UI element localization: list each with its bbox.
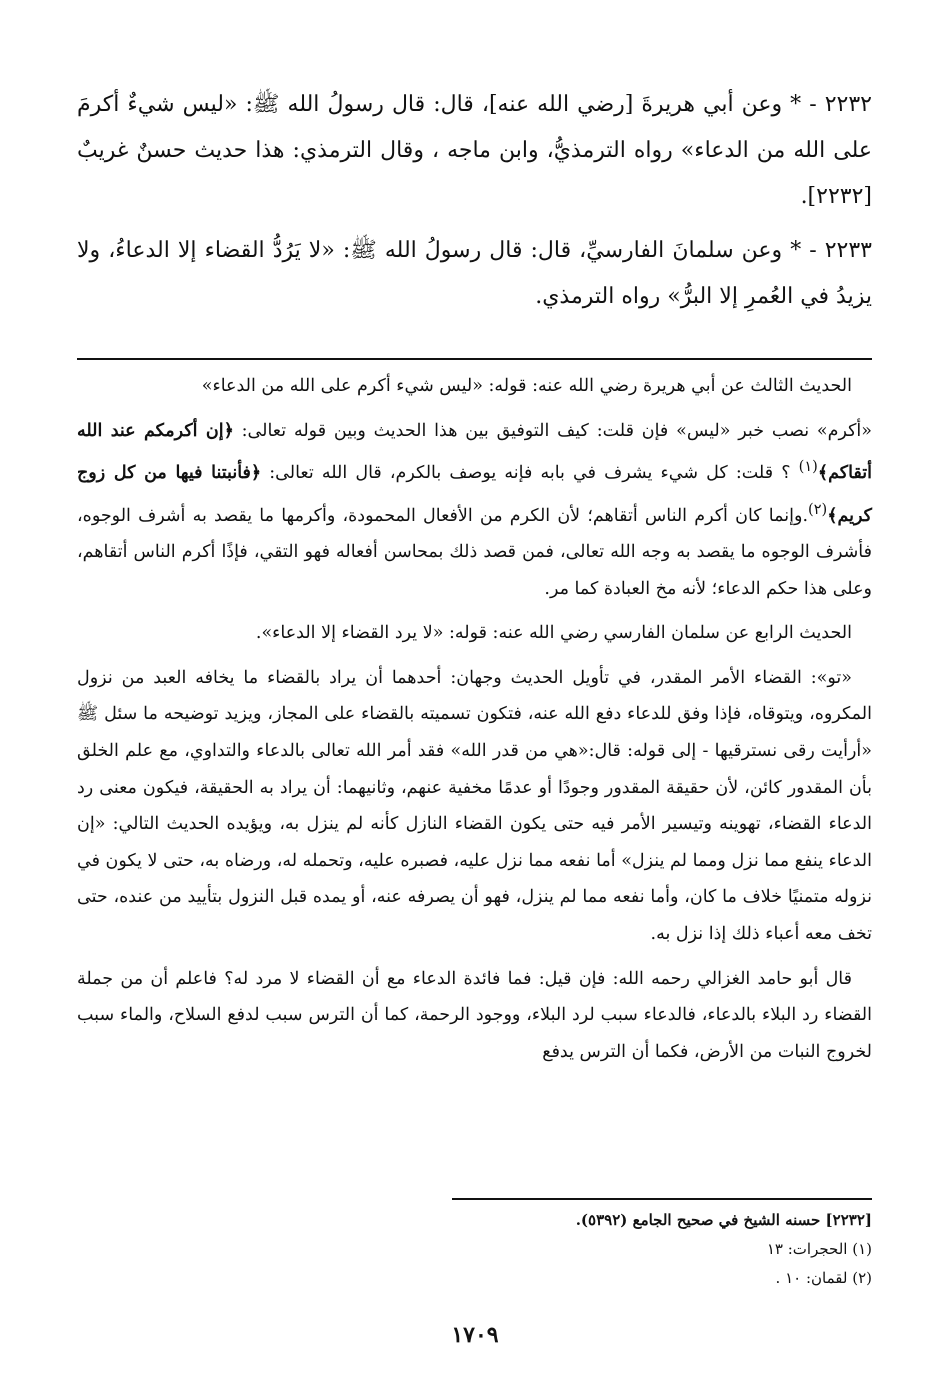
section-divider [77, 358, 872, 360]
commentary-paragraph [77, 413, 872, 608]
hadith-2233 [77, 228, 872, 320]
commentary-text: «أكرم» نصب خبر «ليس» فإن قلت: كيف التوفيق بين هذا الحديث وبين قوله تعالى: [233, 420, 872, 441]
commentary-paragraph: «تو»: القضاء الأمر المقدر، في تأويل الحديث وجهان: أحدهما أن يراد بالقضاء ما يخافه العبد من نزول المكروه، ويتوقاه، فإذا وفق للدعاء دفع الله عنه، فتكون تسميته بالقضاء على المجاز، ويزيد توضيحه ما سئل ﷺ «أرأيت رقى نسترقيها - إلى قوله: قال:«هي من قدر الله» فقد أمر الله تعالى بالدعاء والتداوي، مع علم الخلق بأن المقدور كائن، لأن حقيقة المقدور وجودًا أو عدمًا مخفية عنهم، وثانيهما: أن يراد به الحقيقة، فيكون معنى رد الدعاء القضاء، تهوينه وتيسير الأمر فيه حتى يكون القضاء النازل كأنه لم ينزل به، ويؤيده الحديث التالي: «إن الدعاء ينفع مما نزل ومما لم ينزل» أما نفعه مما نزل عليه، فصبره عليه، وتحمله له، ورضاه به، حتى لا يكون في نزوله متمنيًا خلاف ما كان، وأما نفعه مما لم ينزل، فهو أن يصرفه عنه، أو يمده قبل النزول بتأييد من عنده، حتى تخف معه أعباء ذلك إذا نزل به. [77, 667, 872, 944]
commentary-paragraph: قال أبو حامد الغزالي رحمه الله: فإن قيل: فما فائدة الدعاء مع أن القضاء لا مرد له؟ فاعلم أن من جملة القضاء رد البلاء بالدعاء، فالدعاء سبب لرد البلاء، ووجود الرحمة، كما أن الترس سبب لدفع السلاح، والماء سبب لخروج النبات من الأرض، فكما أن الترس يدفع [77, 968, 872, 1062]
footnote-1: (١) الحجرات: ١٣ [766, 1240, 872, 1258]
footnote-ref: (١) [798, 458, 818, 476]
footnote-divider [452, 1198, 872, 1200]
hadith-text: ٢٢٣٣ - * وعن سلمانَ الفارسيِّ، قال: قال رسولُ الله ﷺ: «لا يَرُدُّ القضاء إلا الدعاءُ، ولا يزيدُ في العُمرِ إلا البرُّ» رواه الترمذي. [77, 238, 872, 309]
commentary-paragraph: الحديث الرابع عن سلمان الفارسي رضي الله عنه: قوله: «لا يرد القضاء إلا الدعاء». [255, 623, 852, 644]
commentary [77, 368, 872, 1078]
footnote-takhrij: [٢٢٣٢] حسنه الشيخ في صحيح الجامع (٥٣٩٢). [575, 1211, 872, 1229]
hadith-2232 [77, 82, 872, 220]
quran-verse: ﴿فأنبتنا فيها من كل زوج كريم﴾ [77, 463, 872, 526]
footnote-2: (٢) لقمان: ١٠ . [775, 1269, 872, 1287]
footnote-ref: (٢) [808, 500, 828, 518]
footnotes [77, 1206, 872, 1293]
quran-verse: ﴿إن أكرمكم عند الله أتقاكم﴾ [77, 420, 873, 484]
page-number: ١٧٠٩ [451, 1322, 499, 1348]
commentary-paragraph: الحديث الثالث عن أبي هريرة رضي الله عنه: قوله: «ليس شيء أكرم على الله من الدعاء» [201, 376, 852, 396]
commentary-text: ؟ قلت: كل شيء يشرف في بابه فإنه يوصف بالكرم، قال الله تعالى: [261, 463, 799, 484]
hadith-text: ٢٢٣٢ - * وعن أبي هريرةَ [رضي الله عنه]، قال: قال رسولُ الله ﷺ: «ليس شيءٌ أكرمَ على الله من الدعاء» رواه الترمذيُّ، وابن ماجه ، وقال الترمذي: هذا حديث حسنٌ غريبٌ [٢٢٣٢]. [77, 92, 872, 209]
commentary-text: .وإنما كان أكرم الناس أتقاهم؛ لأن الكرم من الأفعال المحمودة، وأكرمها ما يقصد به أشرف الوجوه، فأشرف الوجوه ما يقصد به وجه الله تعالى، فمن قصد ذلك بمحاسن أفعاله فهو التقي، فإذًا أكرم الناس أتقاهم، وعلى هذا حكم الدعاء؛ لأنه مخ العبادة كما مر. [77, 505, 872, 599]
